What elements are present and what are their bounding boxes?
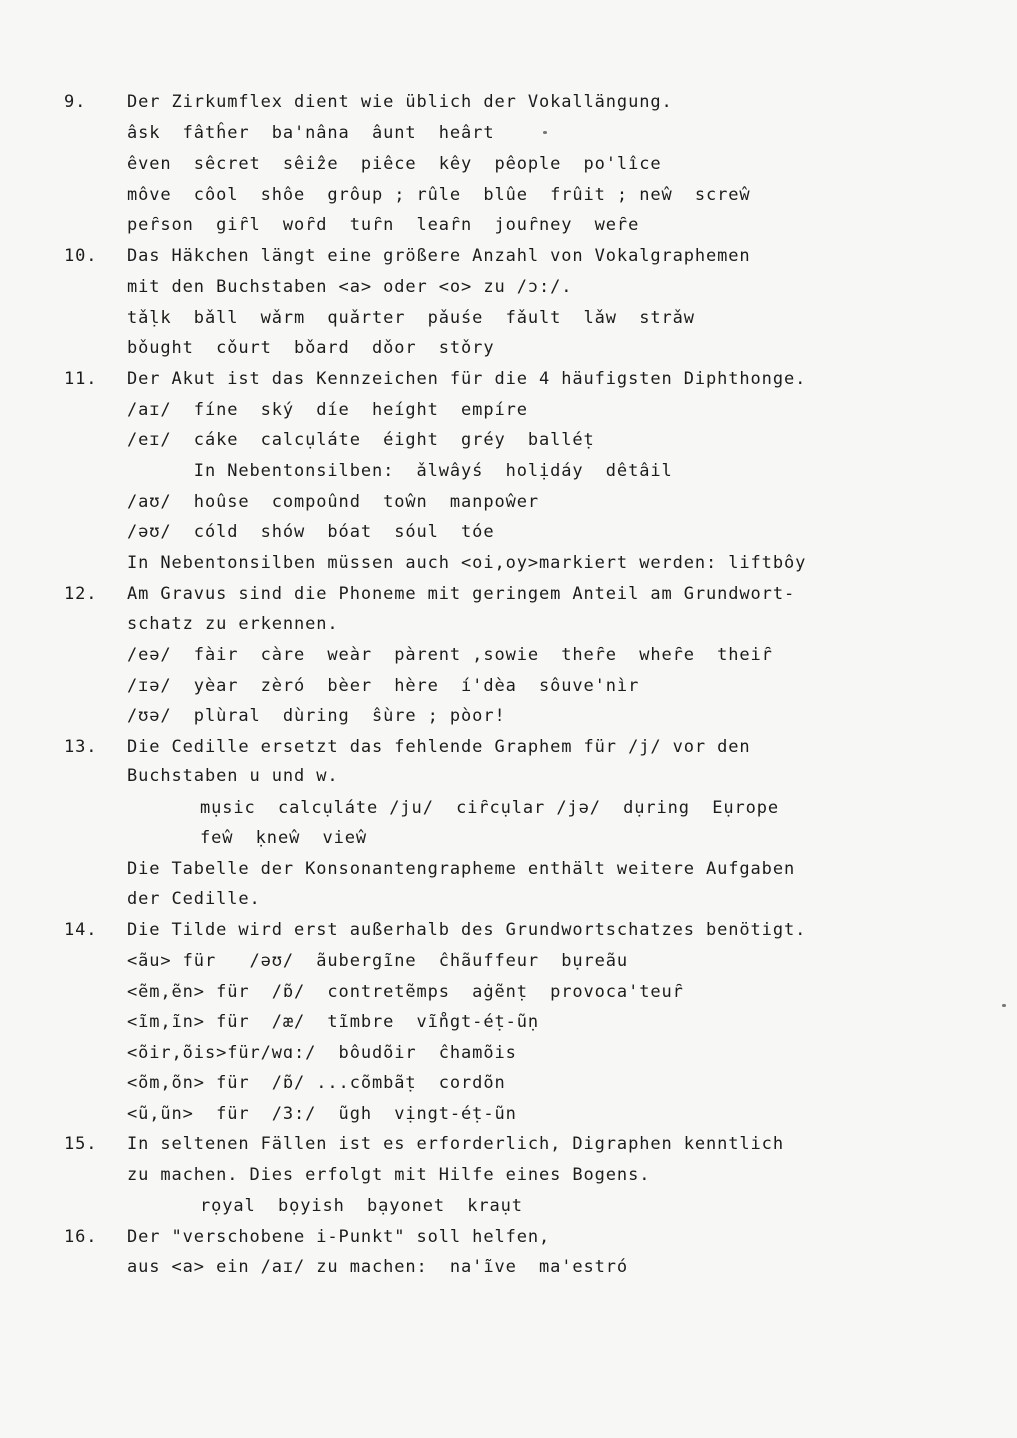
- text-line: schatz zu erkennen.: [127, 614, 339, 634]
- text-line: aus <a> ein /aɪ/ zu machen: na'ĩve ma'estró: [127, 1257, 629, 1277]
- stray-mark: [1002, 1004, 1006, 1007]
- text-line: In Nebentonsilben: ǎlwâyś holịdáy dêtâil: [127, 461, 673, 481]
- text-line: /eə/ fàir càre weàr pàrent ,sowie theȓe wheȓe theiȓ: [127, 645, 773, 665]
- text-line: mit den Buchstaben <a> oder <o> zu /ɔ:/.: [127, 277, 573, 297]
- text-line: Der Zirkumflex dient wie üblich der Vokallängung.: [127, 92, 673, 112]
- text-line: tǎḷk bǎll wǎrm quǎrter pǎuśe fǎult lǎw strǎw: [127, 308, 695, 328]
- text-line: <ẽm,ẽn> für /ɒ̃/ contretẽmps aġẽnṭ provoca'teuȓ: [127, 982, 684, 1002]
- text-line: Das Häkchen längt eine größere Anzahl von Vokalgraphemen: [127, 246, 751, 266]
- text-line: <ãu> für /əʊ/ ãubergĩne ĉhãuffeur bụreãu: [127, 951, 629, 971]
- item-number: 14.: [64, 920, 98, 940]
- text-line: Buchstaben u und w.: [127, 766, 339, 786]
- text-line: môve côol shôe grôup ; rûle blûe frûit ; neŵ screŵ: [127, 185, 751, 205]
- item-number: 16.: [64, 1227, 98, 1247]
- text-line: mụsic calcụláte /ju/ ciȓcụlar /jə/ dụring Eụrope: [200, 798, 780, 818]
- item-number: 13.: [64, 737, 98, 757]
- text-line: Am Gravus sind die Phoneme mit geringem Anteil am Grundwort-: [127, 584, 796, 604]
- text-line: In seltenen Fällen ist es erforderlich, Digraphen kenntlich: [127, 1134, 784, 1154]
- text-line: /ʊə/ plùral dùring ŝùre ; pòor!: [127, 706, 506, 726]
- text-line: peȓson giȓl woȓd tuȓn leaȓn jouȓney weȓe: [127, 215, 640, 235]
- item-number: 12.: [64, 584, 98, 604]
- text-line: Die Tabelle der Konsonantengrapheme enthält weitere Aufgaben: [127, 859, 796, 879]
- text-line: Die Tilde wird erst außerhalb des Grundwortschatzes benötigt.: [127, 920, 807, 940]
- text-line: êven sêcret sêiẑe piêce kêy pêople po'lîce: [127, 154, 662, 174]
- text-line: der Cedille.: [127, 889, 261, 909]
- text-line: zu machen. Dies erfolgt mit Hilfe eines Bogens.: [127, 1165, 651, 1185]
- text-line: In Nebentonsilben müssen auch <oi,oy>markiert werden: liftbôy: [127, 553, 807, 573]
- text-line: /ɪə/ yèar zèró bèer hère í'dèa sôuve'nìr: [127, 676, 640, 696]
- text-line: /aʊ/ hoûse compoûnd toŵn manpoŵer: [127, 492, 539, 512]
- text-line: Die Cedille ersetzt das fehlende Graphem für /j/ vor den: [127, 737, 751, 757]
- text-line: <ũ,ũn> für /3:/ ũgh vịngt-éṭ-ũn: [127, 1104, 517, 1124]
- text-line: <õm,õn> für /ɒ̃/ ...cõmbãṭ cordõn: [127, 1073, 506, 1093]
- text-line: Der "verschobene i-Punkt" soll helfen,: [127, 1227, 551, 1247]
- item-number: 10.: [64, 246, 98, 266]
- stray-mark: [543, 131, 547, 134]
- text-line: <ĩm,ĩn> für /æ/ tĩmbre vĩn̊gt-éṭ-ũṇ: [127, 1012, 539, 1032]
- text-line: /eɪ/ cáke calcụláte éight gréy balléṭ: [127, 430, 595, 450]
- item-number: 9.: [64, 92, 87, 112]
- item-number: 15.: [64, 1134, 98, 1154]
- text-line: bǒught cǒurt bǒard dǒor stǒry: [127, 338, 495, 358]
- item-number: 11.: [64, 369, 98, 389]
- text-line: rọyal bọyish bạyonet kraụt: [200, 1196, 523, 1216]
- text-line: /əʊ/ cóld shów bóat sóul tóe: [127, 522, 495, 542]
- text-line: âsk fâtĥer ba'nâna âunt heârt: [127, 123, 495, 143]
- text-line: /aɪ/ fíne ský díe heíght empíre: [127, 400, 528, 420]
- text-line: feŵ ḳneŵ vieŵ: [200, 828, 368, 848]
- text-line: <õir,õis>für/wɑ:/ bôudõir ĉhamõis: [127, 1043, 517, 1063]
- text-line: Der Akut ist das Kennzeichen für die 4 häufigsten Diphthonge.: [127, 369, 807, 389]
